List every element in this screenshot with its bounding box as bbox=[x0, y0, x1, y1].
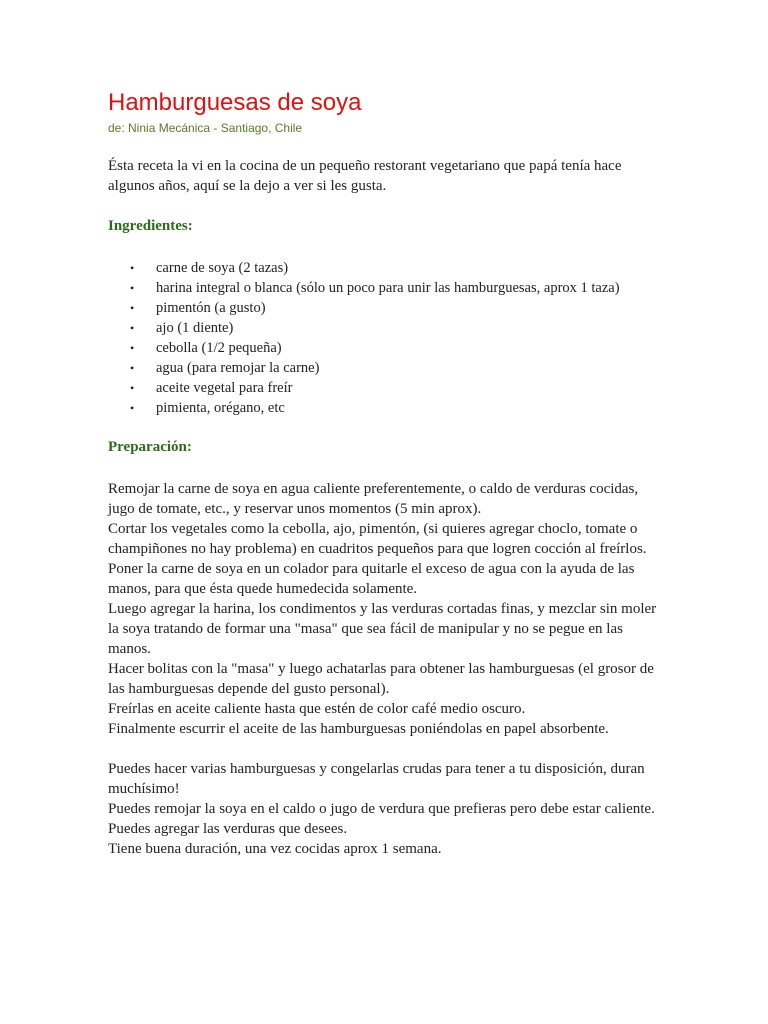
tip-item: Puedes remojar la soya en el caldo o jugo de verdura que prefieras pero debe estar caliente. bbox=[108, 801, 655, 817]
preparation-step: Remojar la carne de soya en agua caliente preferentemente, o caldo de verduras cocidas, jugo de tomate, etc., y reservar unos momentos (5 min aprox). bbox=[108, 481, 639, 517]
ingredient-item bbox=[108, 398, 668, 418]
bullet-icon: • bbox=[130, 301, 135, 315]
ingredient-text: carne de soya (2 tazas) bbox=[156, 260, 289, 276]
tip-item: Tiene buena duración, una vez cocidas aprox 1 semana. bbox=[108, 841, 442, 857]
tip-item: Puedes hacer varias hamburguesas y congelarlas crudas para tener a tu disposición, duran muchísimo! bbox=[108, 761, 645, 797]
preparation-step: Cortar los vegetales como la cebolla, ajo, pimentón, (si quieres agregar choclo, tomate o champiñones no hay problema) en cuadritos pequeños para que logren cocción al freírlos. bbox=[108, 521, 647, 557]
bullet-icon: • bbox=[130, 321, 135, 335]
ingredient-item bbox=[108, 298, 668, 318]
recipe-title: Hamburguesas de soya bbox=[108, 89, 362, 116]
preparation-step: Hacer bolitas con la "masa" y luego achatarlas para obtener las hamburguesas (el grosor de las hamburguesas depende del gusto personal). bbox=[108, 661, 654, 697]
bullet-icon: • bbox=[130, 261, 135, 275]
ingredients-heading: Ingredientes: bbox=[108, 218, 193, 234]
recipe-tips bbox=[108, 759, 668, 859]
bullet-icon: • bbox=[130, 361, 135, 375]
preparation-steps bbox=[108, 479, 668, 739]
recipe-byline: de: Ninia Mecánica - Santiago, Chile bbox=[108, 121, 303, 135]
preparation-heading: Preparación: bbox=[108, 439, 192, 455]
ingredient-item bbox=[108, 258, 668, 278]
ingredient-text: aceite vegetal para freír bbox=[156, 380, 293, 396]
ingredients-list bbox=[108, 258, 668, 418]
ingredient-item bbox=[108, 378, 668, 398]
ingredient-item bbox=[108, 338, 668, 358]
preparation-step: Freírlas en aceite caliente hasta que estén de color café medio oscuro. bbox=[108, 701, 526, 717]
ingredient-text: pimentón (a gusto) bbox=[156, 300, 266, 316]
ingredient-text: ajo (1 diente) bbox=[156, 320, 234, 336]
recipe-document bbox=[108, 88, 668, 859]
ingredient-item bbox=[108, 318, 668, 338]
bullet-icon: • bbox=[130, 401, 135, 415]
preparation-step: Finalmente escurrir el aceite de las hamburguesas poniéndolas en papel absorbente. bbox=[108, 721, 609, 737]
bullet-icon: • bbox=[130, 281, 135, 295]
preparation-step: Luego agregar la harina, los condimentos y las verduras cortadas finas, y mezclar sin moler la soya tratando de formar una "masa" que sea fácil de manipular y no se pegue en las manos. bbox=[108, 601, 657, 657]
ingredient-text: cebolla (1/2 pequeña) bbox=[156, 340, 282, 356]
bullet-icon: • bbox=[130, 381, 135, 395]
tip-item: Puedes agregar las verduras que desees. bbox=[108, 821, 348, 837]
ingredient-item bbox=[108, 278, 668, 298]
ingredient-text: harina integral o blanca (sólo un poco para unir las hamburguesas, aprox 1 taza) bbox=[156, 280, 620, 296]
bullet-icon: • bbox=[130, 341, 135, 355]
ingredient-text: pimienta, orégano, etc bbox=[156, 400, 285, 416]
preparation-step: Poner la carne de soya en un colador para quitarle el exceso de agua con la ayuda de las manos, para que ésta quede humedecida solamente. bbox=[108, 561, 635, 597]
ingredient-text: agua (para remojar la carne) bbox=[156, 360, 320, 376]
ingredient-item bbox=[108, 358, 668, 378]
recipe-intro: Ésta receta la vi en la cocina de un pequeño restorant vegetariano que papá tenía hace algunos años, aquí se la dejo a ver si les gusta. bbox=[108, 158, 622, 194]
